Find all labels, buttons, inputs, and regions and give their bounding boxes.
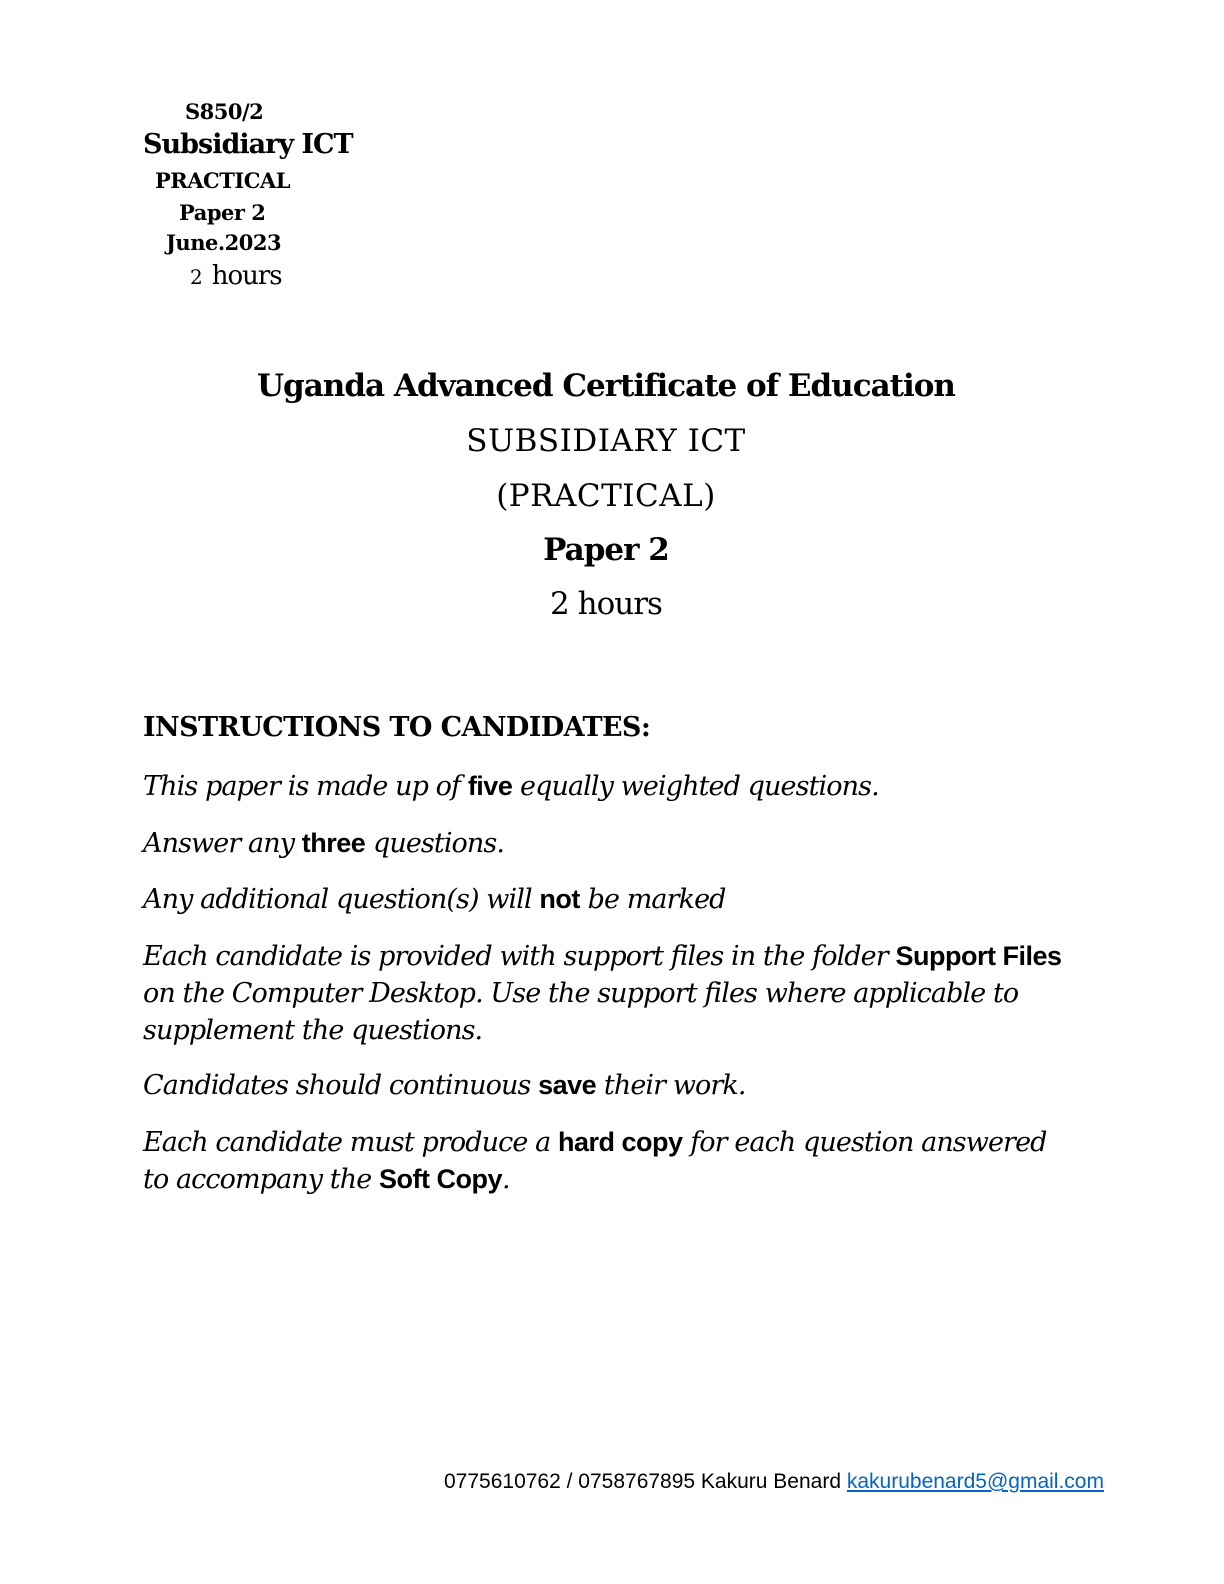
- header-subject: Subsidiary ICT: [143, 129, 353, 160]
- header-paper: Paper 2: [179, 200, 266, 225]
- instruction-item: [143, 825, 1063, 862]
- exam-practical-title: (PRACTICAL): [496, 478, 716, 514]
- header-practical: PRACTICAL: [155, 168, 290, 193]
- instruction-emphasis: three: [301, 828, 366, 858]
- instruction-emphasis: not: [539, 884, 580, 914]
- instruction-emphasis: hard copy: [557, 1127, 683, 1157]
- exam-duration-title: 2 hours: [550, 586, 662, 622]
- instruction-text: .: [502, 1164, 510, 1195]
- instruction-text: Each candidate must produce a: [143, 1127, 558, 1158]
- header-date: June.2023: [166, 230, 282, 255]
- instruction-emphasis: save: [538, 1070, 597, 1100]
- paper-code: S850/2: [185, 99, 264, 124]
- instructions-heading: INSTRUCTIONS TO CANDIDATES:: [143, 712, 651, 743]
- instruction-text: Answer any: [143, 828, 302, 859]
- instruction-text: for each question answered to accompany the: [143, 1127, 1047, 1195]
- header-duration-label: hours: [211, 261, 282, 291]
- instruction-item: [143, 1067, 1063, 1104]
- instruction-text: Each candidate is provided with support files in the folder: [143, 941, 896, 972]
- instruction-text: on the Computer Desktop. Use the support files where applicable to supplement the questions.: [143, 978, 1019, 1046]
- instruction-text: questions.: [365, 828, 505, 859]
- instruction-text: Any additional question(s) will: [143, 884, 540, 915]
- exam-paper-title: Paper 2: [543, 532, 669, 568]
- instruction-text: be marked: [579, 884, 726, 915]
- instruction-emphasis: five: [467, 771, 513, 801]
- footer-contact-text: 0775610762 / 0758767895 Kakuru Benard: [444, 1470, 847, 1493]
- instruction-text: equally weighted questions.: [512, 771, 879, 802]
- exam-subject-title: SUBSIDIARY ICT: [466, 423, 746, 459]
- footer-contact: [444, 1470, 1104, 1494]
- instruction-item: [143, 768, 1063, 805]
- instruction-item: [143, 881, 1063, 918]
- instruction-text: This paper is made up of: [143, 771, 468, 802]
- instruction-emphasis: Soft Copy: [379, 1164, 502, 1194]
- header-duration-number: 2: [190, 265, 202, 289]
- header-duration: [190, 261, 282, 291]
- footer-email-link[interactable]: kakurubenard5@gmail.com: [846, 1470, 1104, 1493]
- instruction-item: [143, 938, 1063, 1049]
- instruction-text: Candidates should continuous: [143, 1070, 539, 1101]
- instruction-item: [143, 1124, 1063, 1198]
- instruction-emphasis: Support Files: [895, 941, 1062, 971]
- instruction-text: their work.: [596, 1070, 746, 1101]
- exam-board-title: Uganda Advanced Certificate of Education: [257, 368, 955, 404]
